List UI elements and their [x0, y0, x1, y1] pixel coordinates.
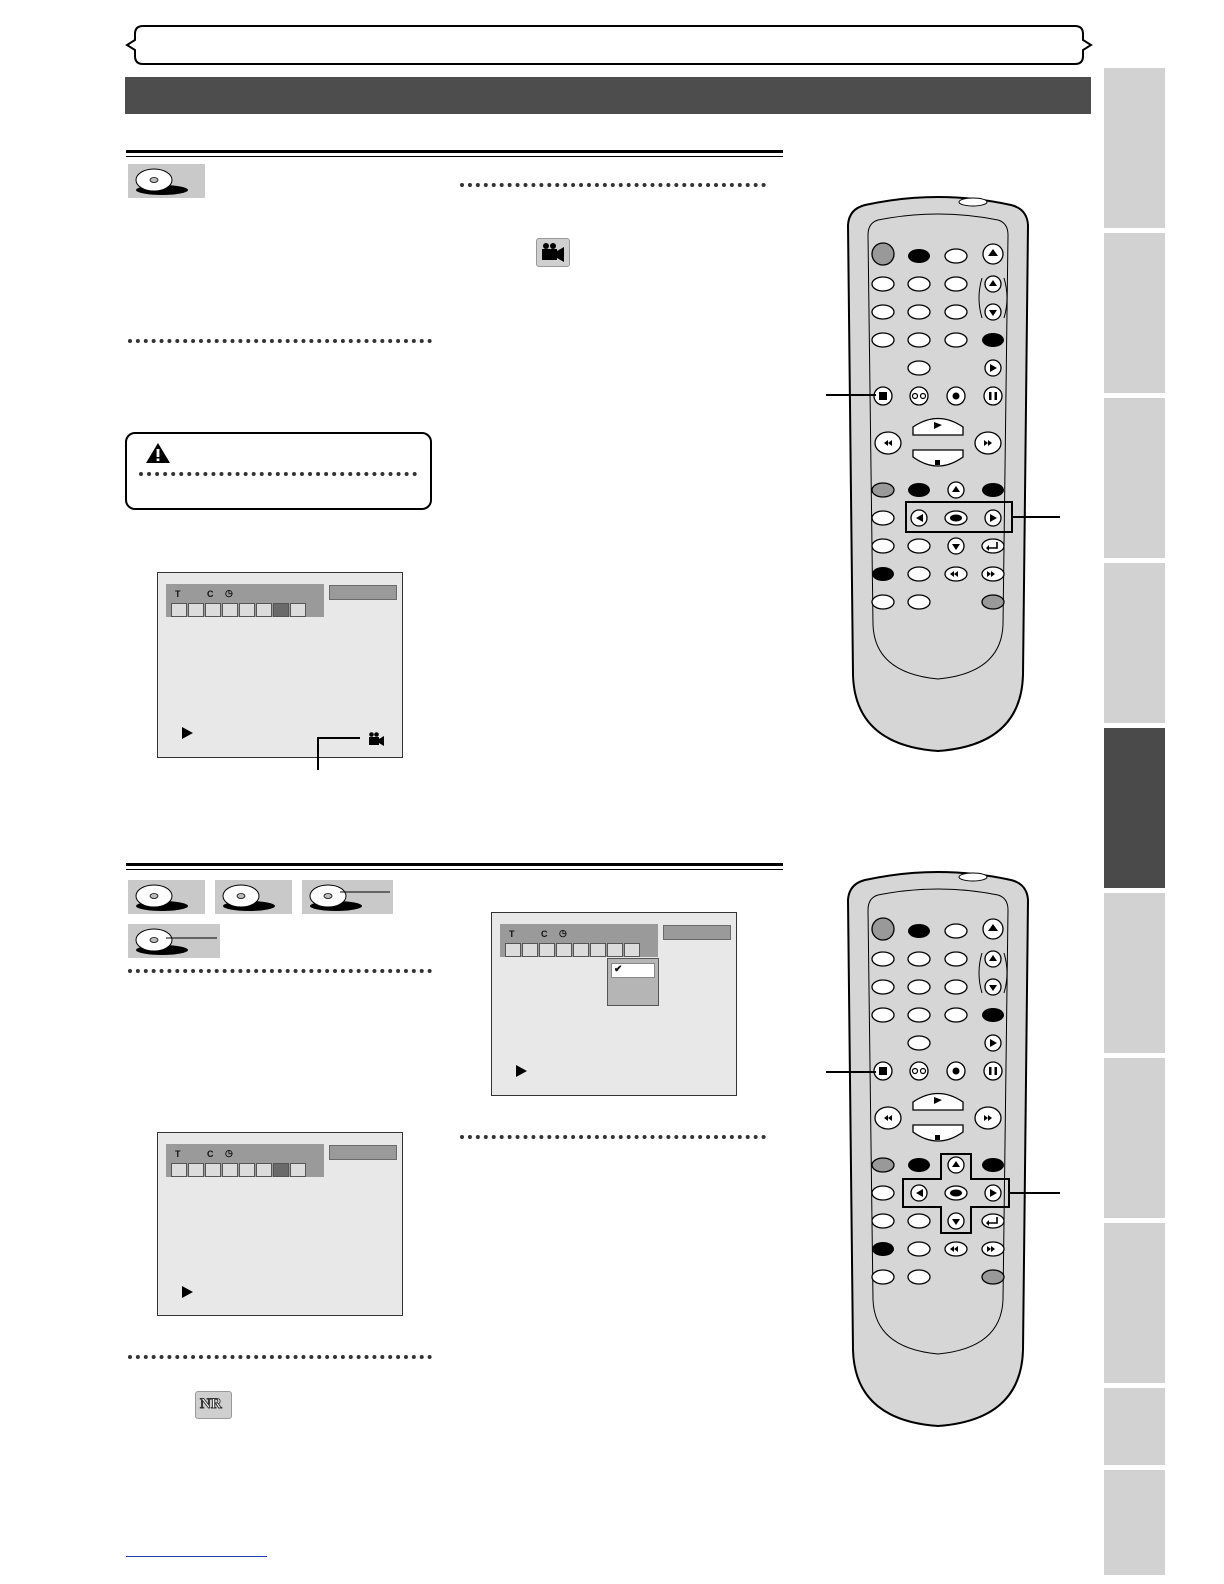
osd-mode-tag: [329, 585, 397, 600]
osd-mode-tag: [663, 925, 731, 940]
divider-dots-5: [128, 1355, 432, 1359]
stop-button-callout: [826, 394, 876, 396]
osd-nr-icon: [273, 603, 289, 617]
camera-angle-icon: [536, 238, 570, 267]
osd-nr-icon[interactable]: [607, 943, 623, 957]
side-tab-1[interactable]: [1104, 68, 1165, 228]
play-icon: [182, 727, 193, 739]
osd-repeat-icon: [239, 603, 255, 617]
osd-screen-nr: [157, 1132, 403, 1316]
osd-subtitle-icon: [171, 1163, 187, 1177]
side-tab-10[interactable]: [1104, 1470, 1165, 1575]
disc-icon: [128, 164, 205, 198]
disc-icon: [302, 880, 393, 914]
osd-marker-icon: [256, 603, 272, 617]
section1-rule: [126, 150, 783, 153]
side-tab-9[interactable]: [1104, 1388, 1165, 1465]
osd-caption-icon: [205, 1163, 221, 1177]
camera-angle-icon: [367, 731, 385, 746]
checkmark-icon: ✔: [614, 964, 623, 975]
cursor-buttons-callout-2: [1010, 1192, 1060, 1194]
divider-dots-2: [128, 339, 432, 343]
stop-button-callout-2: [826, 1071, 876, 1073]
side-tab-2[interactable]: [1104, 233, 1165, 393]
nr-icon-label: NR: [200, 1396, 222, 1412]
osd-chapter-label: C: [207, 589, 214, 599]
disc-icon: [128, 880, 205, 914]
osd-angle-icon: [556, 943, 572, 957]
section2-rule-thin: [126, 869, 783, 870]
side-tab-7[interactable]: [1104, 1058, 1165, 1218]
section-title-bar: [125, 77, 1091, 114]
divider-dots-4: [460, 1135, 766, 1139]
play-icon: [182, 1286, 193, 1298]
osd-chapter-label: C: [207, 1149, 214, 1159]
osd-title-label: T: [175, 589, 181, 599]
side-tab-3[interactable]: [1104, 398, 1165, 558]
section2-rule: [126, 863, 783, 866]
cursor-buttons-callout: [1012, 516, 1060, 518]
disc-badge-3: [302, 880, 393, 914]
osd-caption-icon: [205, 603, 221, 617]
side-tab-5-active[interactable]: [1104, 728, 1165, 888]
osd-clock-icon: ◷: [559, 928, 567, 938]
remote-control-2: [843, 870, 1033, 1430]
osd-subtitle-icon: [505, 943, 521, 957]
footer-link-underline[interactable]: [126, 1556, 267, 1557]
noise-reduction-icon: [195, 1391, 232, 1419]
disc-badge-1: [128, 880, 205, 914]
osd-mode-tag: [329, 1145, 397, 1160]
divider-dots-3: [128, 969, 432, 973]
remote-control-1: [843, 195, 1033, 755]
side-tab-8[interactable]: [1104, 1223, 1165, 1383]
osd-clock-icon: ◷: [225, 1148, 233, 1158]
header-banner: [125, 20, 1093, 70]
play-icon: [516, 1065, 527, 1077]
osd-screen-camera-angle: [157, 572, 403, 758]
disc-badge-4: [128, 924, 220, 958]
warning-icon: [145, 442, 171, 464]
disc-badge-2: [215, 880, 292, 914]
nr-option-off[interactable]: [611, 981, 655, 996]
osd-title-label: T: [175, 1149, 181, 1159]
osd-nr-icon: [273, 1163, 289, 1177]
osd-repeat-icon: [239, 1163, 255, 1177]
osd-zoom-icon: [624, 943, 640, 957]
osd-marker-icon: [256, 1163, 272, 1177]
osd-clock-icon: ◷: [225, 588, 233, 598]
caution-dots: [139, 472, 417, 476]
osd-angle-icon: [222, 1163, 238, 1177]
osd-angle-icon: [222, 603, 238, 617]
disc-badge-dvd: [128, 164, 205, 198]
section1-rule-thin: [126, 156, 783, 157]
osd-caption-icon: [539, 943, 555, 957]
disc-icon: [215, 880, 292, 914]
osd-audio-icon: [188, 1163, 204, 1177]
osd-zoom-icon: [290, 1163, 306, 1177]
osd-chapter-label: C: [541, 929, 548, 939]
disc-icon: [128, 924, 220, 958]
side-tab-6[interactable]: [1104, 893, 1165, 1053]
side-tab-4[interactable]: [1104, 563, 1165, 723]
nr-dropdown[interactable]: [607, 958, 659, 1006]
caution-box: [125, 432, 432, 510]
osd-marker-icon: [590, 943, 606, 957]
osd-subtitle-icon: [171, 603, 187, 617]
divider-dots-1: [460, 183, 766, 187]
osd-zoom-icon: [290, 603, 306, 617]
angle-callout-line: [312, 735, 362, 771]
osd-audio-icon: [188, 603, 204, 617]
osd-title-label: T: [509, 929, 515, 939]
osd-repeat-icon: [573, 943, 589, 957]
osd-screen-nr-dropdown: [491, 912, 737, 1096]
osd-audio-icon: [522, 943, 538, 957]
